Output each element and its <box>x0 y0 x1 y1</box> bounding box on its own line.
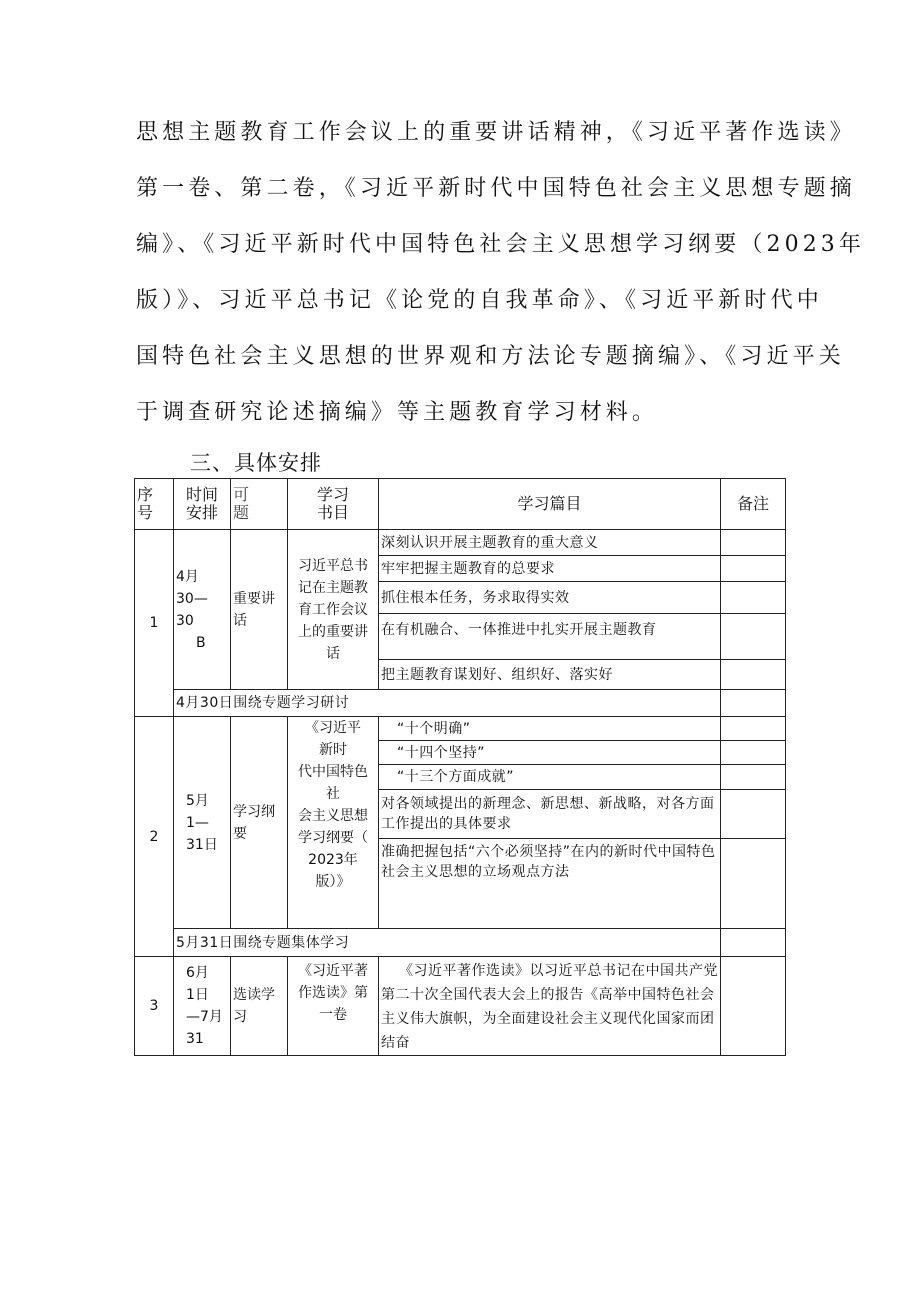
row-seq: 3 <box>135 957 174 1056</box>
summary-cell: 5月31日围绕专题集体学习 <box>174 929 721 957</box>
row-seq: 1 <box>135 530 174 717</box>
header-seq: 序 号 <box>135 479 174 530</box>
article-cell: 牢牢把握主题教育的总要求 <box>379 556 721 582</box>
article-cell: 深刻认识开展主题教育的重大意义 <box>379 530 721 556</box>
note-cell <box>721 556 786 582</box>
row-time: 6月 1日 —7月 31 <box>174 957 231 1056</box>
header-book: 学习 书目 <box>288 479 379 530</box>
paragraph-line: 版）》、习近平总书记《论党的自我革命》、《习近平新时代中 <box>136 288 823 313</box>
article-cell: 《习近平著作选读》以习近平总书记在中国共产党第二十次全国代表大会上的报告《高举中国特色社会主义伟大旗帜，为全面建设社会主义现代化国家而团结奋 <box>379 957 721 1056</box>
header-time: 时间 安排 <box>174 479 231 530</box>
row-book: 习近平总书 记在主题教 育工作会议 上的重要讲 话 <box>288 530 379 690</box>
row-book: 《习近平著 作选读》第 一卷 <box>288 957 379 1056</box>
row-book: 《习近平 新时 代中国特色 社 会主义思想 学习纲要（ 2023年 版）》 <box>288 717 379 929</box>
header-note: 备注 <box>721 479 786 530</box>
row-time: 5月 1— 31日 <box>174 717 231 929</box>
section-heading: 三、具体安排 <box>190 451 322 475</box>
note-cell <box>721 765 786 790</box>
row-time: 4月 30— 30 B <box>174 530 231 690</box>
note-cell <box>721 614 786 660</box>
table-row <box>135 717 786 741</box>
note-cell <box>721 530 786 556</box>
row-seq: 2 <box>135 717 174 957</box>
paragraph-line: 思想主题教育工作会议上的重要讲话精神，《习近平著作选读》 <box>136 120 856 145</box>
row-topic: 重要讲 话 <box>231 530 288 690</box>
note-cell <box>721 690 786 717</box>
row-topic: 选读学 习 <box>231 957 288 1056</box>
intro-paragraph <box>136 116 865 452</box>
article-cell: 抓住根本任务，务求取得实效 <box>379 582 721 614</box>
note-cell <box>721 741 786 765</box>
note-cell <box>721 660 786 690</box>
paragraph-line: 第一卷、第二卷，《习近平新时代中国特色社会主义思想专题摘 <box>136 176 856 201</box>
summary-row <box>135 690 786 717</box>
note-cell <box>721 582 786 614</box>
article-cell: 在有机融合、一体推进中扎实开展主题教育 <box>379 614 721 660</box>
note-cell <box>721 717 786 741</box>
table-row <box>135 530 786 556</box>
header-topic: 可 题 <box>231 479 288 530</box>
article-cell: “十三个方面成就” <box>379 765 721 790</box>
article-cell: 准确把握包括“六个必须坚持”在内的新时代中国特色社会主义思想的立场观点方法 <box>379 839 721 929</box>
row-topic: 学习纲 要 <box>231 717 288 929</box>
summary-row <box>135 929 786 957</box>
note-cell <box>721 790 786 839</box>
paragraph-line: 国特色社会主义思想的世界观和方法论专题摘编》、《习近平关 <box>136 344 845 369</box>
table-row <box>135 957 786 1056</box>
note-cell <box>721 839 786 929</box>
table-header-row <box>135 479 786 530</box>
note-cell <box>721 929 786 957</box>
summary-cell: 4月30日围绕专题学习研讨 <box>174 690 721 717</box>
article-cell: 对各领域提出的新理念、新思想、新战略，对各方面工作提出的具体要求 <box>379 790 721 839</box>
article-cell: “十个明确” <box>379 717 721 741</box>
header-article: 学习篇目 <box>379 479 721 530</box>
article-cell: 把主题教育谋划好、组织好、落实好 <box>379 660 721 690</box>
schedule-table <box>134 478 786 1056</box>
paragraph-line: 于调查研究论述摘编》等主题教育学习材料。 <box>136 400 659 425</box>
article-cell: “十四个坚持” <box>379 741 721 765</box>
paragraph-line: 编》、《习近平新时代中国特色社会主义思想学习纲要（2023年 <box>136 232 865 257</box>
note-cell <box>721 957 786 1056</box>
